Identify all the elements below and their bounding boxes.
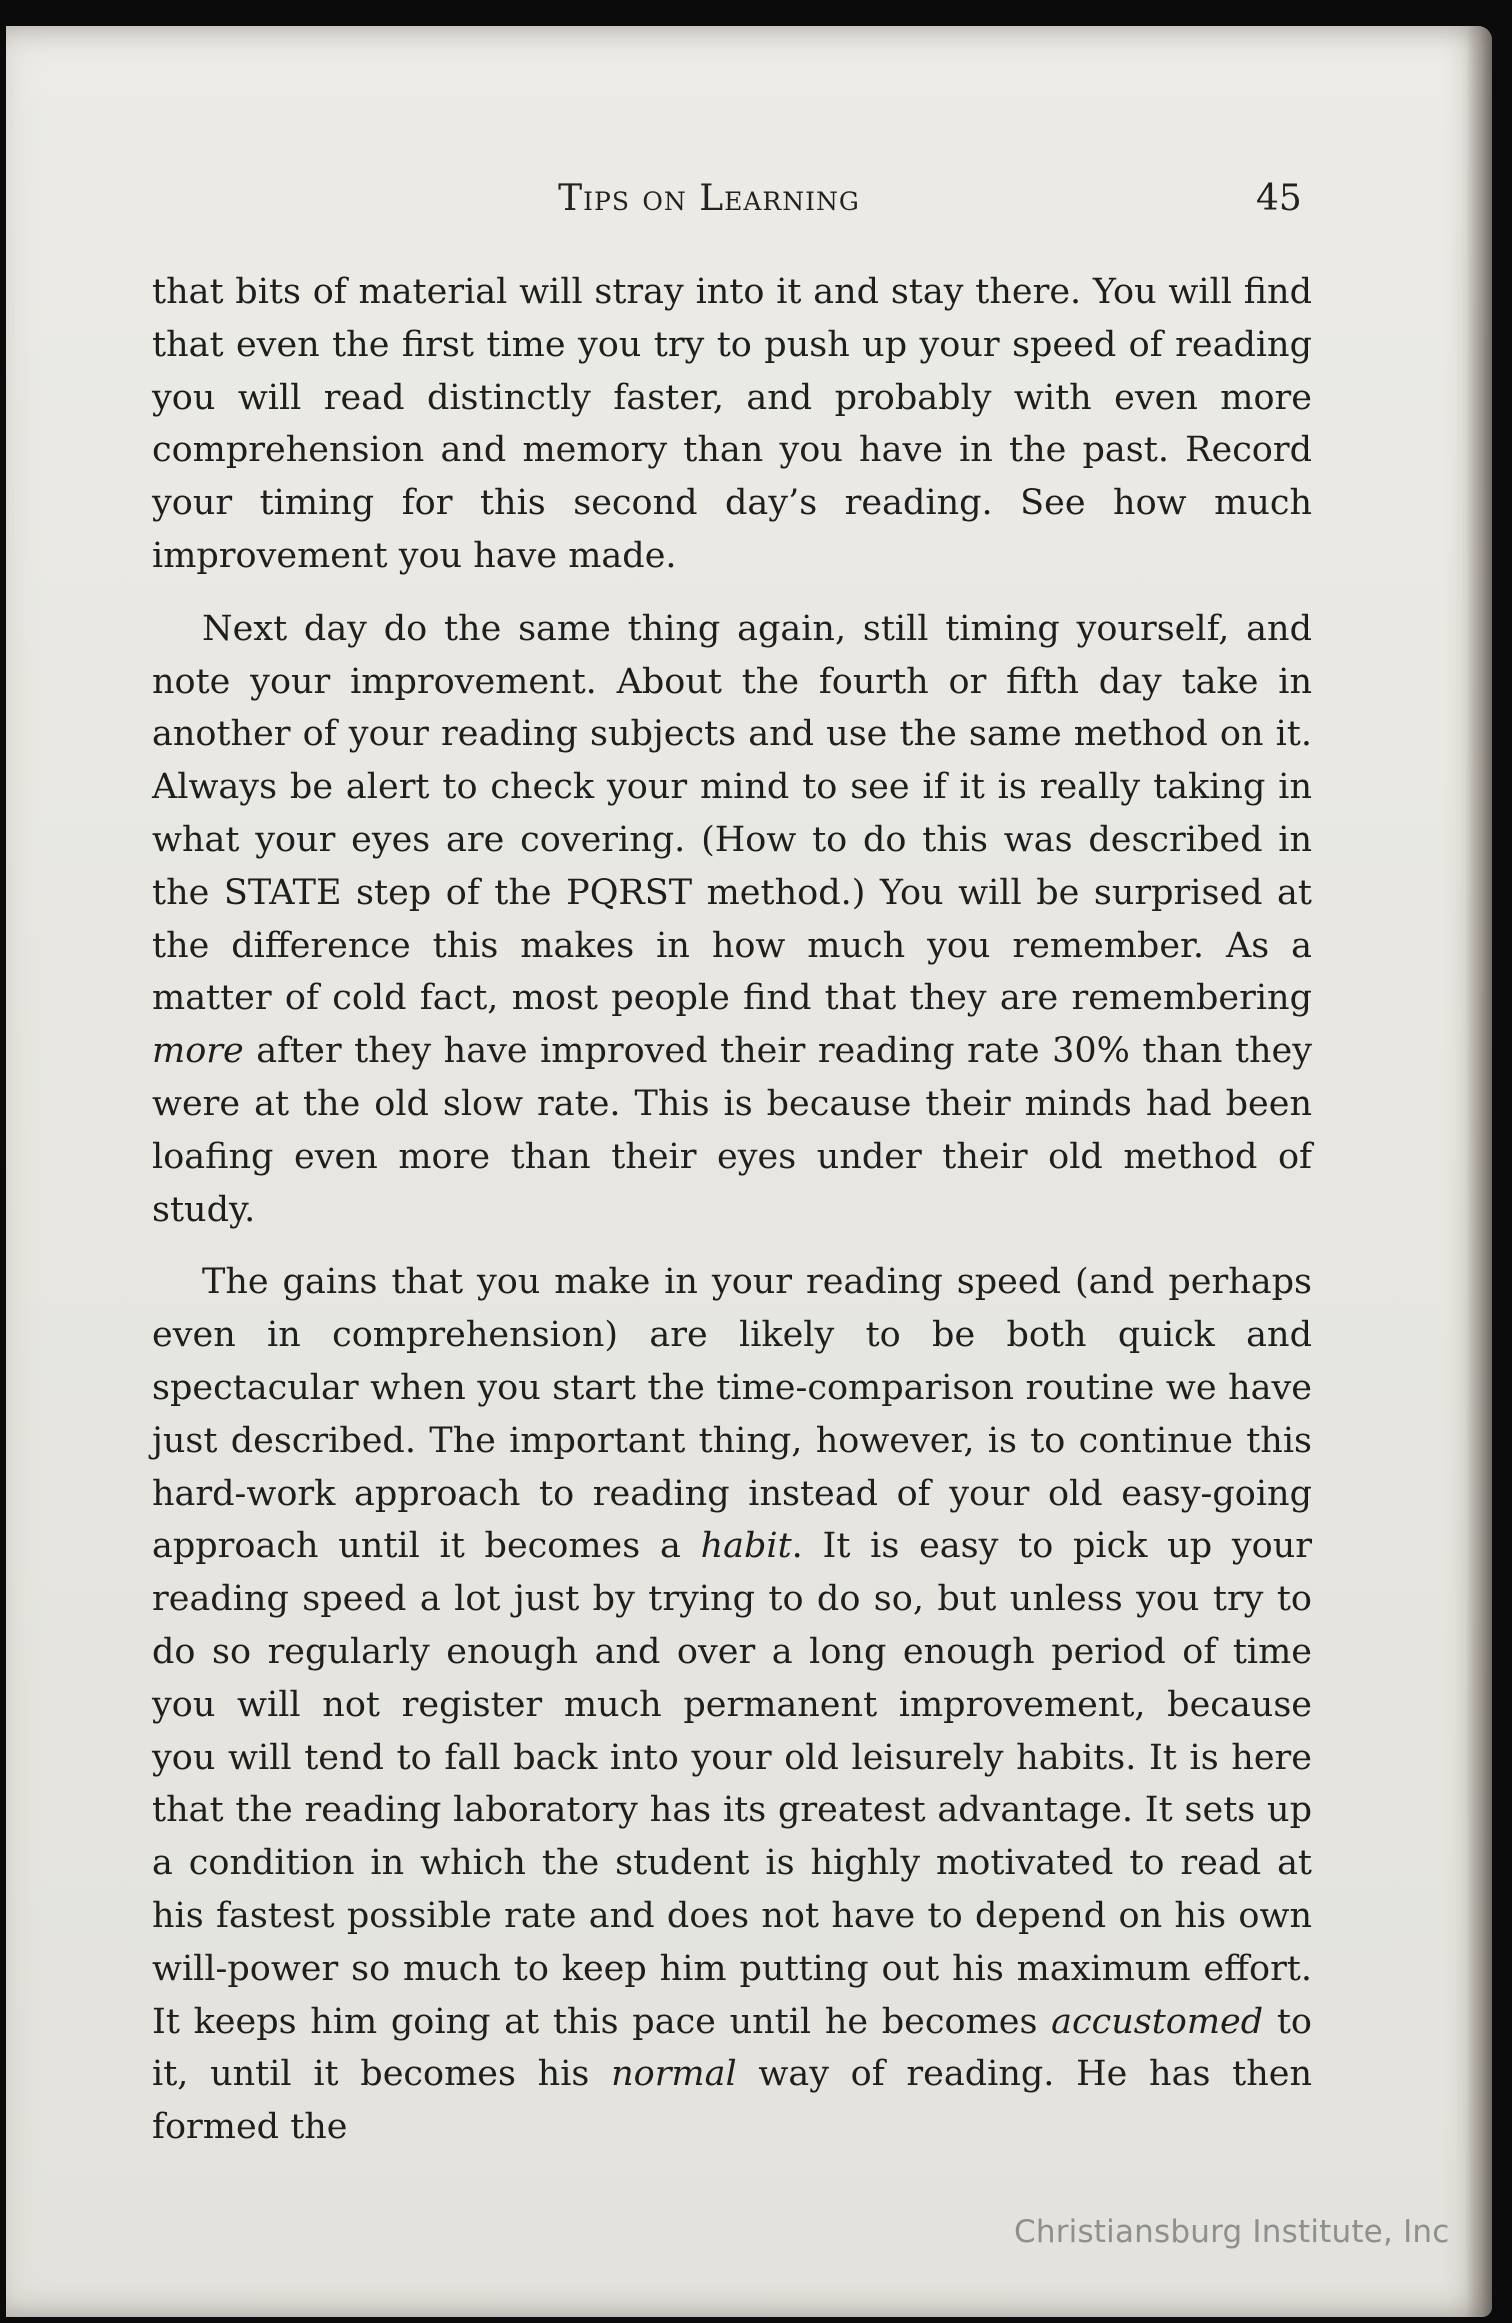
running-header (6, 178, 1492, 228)
italic-word: normal (611, 2054, 737, 2095)
italic-word: accustomed (1051, 2001, 1264, 2042)
italic-word: habit (700, 1526, 792, 1567)
body-text (152, 266, 1312, 2174)
paragraph-3-text: way of reading. He has then formed the (152, 2054, 1312, 2148)
paragraph-2-text: Next day do the same thing again, still timing yourself, and note your improvement. About the fourth or fifth day take in another of your reading subjects and use the same method on it. Always be alert to check your mind to see if it is really taking in what your eyes are covering. (How to do this was described in the STATE step of the PQRST method.) You will be surprised at the difference this makes in how much you remember. As a matter of cold fact, most people find that they are remembering (152, 608, 1312, 1019)
paragraph-3-text: The gains that you make in your reading speed (and perhaps even in comprehension) are likely to be both quick and spectacular when you start the time-comparison routine we have just described. The important thing, however, is to continue this hard-work approach to reading instead of your old easy-going approach until it becomes a (152, 1262, 1312, 1567)
paragraph-2-text: after they have improved their reading rate 30% than they were at the old slow rate. This is because their minds had been loafing even more than their eyes under their old method of study. (152, 1031, 1312, 1230)
paragraph-3 (152, 1256, 1312, 2154)
book-page (6, 26, 1492, 2317)
paragraph-3-text: to it, until it becomes his (152, 2001, 1312, 2095)
page-number: 45 (1256, 178, 1302, 219)
watermark: Christiansburg Institute, Inc (1014, 2214, 1450, 2250)
paragraph-1-text: that bits of material will stray into it and stay there. You will find that even the first time you try to push up your speed of reading you will read distinctly faster, and probably with even more comprehension and memory than you have in the past. Record your timing for this second day’s reading. See how much improvement you have made. (152, 272, 1312, 576)
italic-word: more (152, 1031, 244, 1072)
paragraph-2 (152, 603, 1312, 1237)
paragraph-1 (152, 266, 1312, 583)
paragraph-3-text: . It is easy to pick up your reading speed a lot just by trying to do so, but unless you try to do so regularly enough and over a long enough period of time you will not register much permanent improvement, because you will tend to fall back into your old leisurely habits. It is here that the reading laboratory has its greatest advantage. It sets up a condition in which the student is highly motivated to read at his fastest possible rate and does not have to depend on his own will-power so much to keep him putting out his maximum effort. It keeps him going at this pace until he becomes (152, 1526, 1312, 2042)
running-title: Tips on Learning (558, 178, 860, 219)
